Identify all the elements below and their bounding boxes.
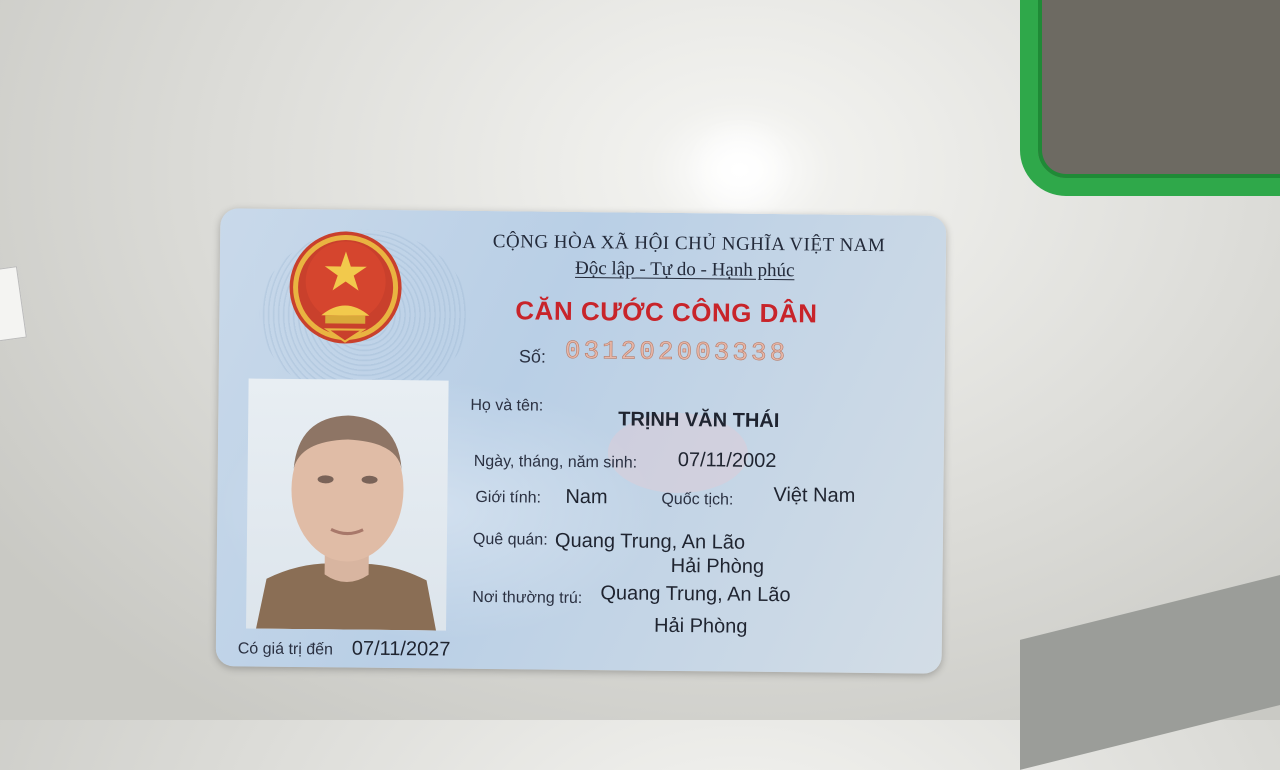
country-title: CỘNG HÒA XÃ HỘI CHỦ NGHĨA VIỆT NAM (492, 231, 886, 257)
residence-label: Nơi thường trú: (472, 588, 583, 608)
national-emblem-icon (285, 229, 406, 350)
residence-line-1: Quang Trung, An Lão (600, 582, 791, 607)
green-mat (1020, 0, 1280, 196)
floor-shadow (1020, 560, 1280, 770)
sex-value: Nam (565, 485, 608, 509)
dob-value: 07/11/2002 (677, 449, 777, 473)
card-type-title: CĂN CƯỚC CÔNG DÂN (515, 295, 818, 329)
expiry-label: Có giá trị đến (237, 640, 334, 659)
paper-scrap (0, 266, 27, 342)
table-glare (680, 120, 800, 220)
nationality-value: Việt Nam (773, 484, 856, 507)
national-motto: Độc lập - Tự do - Hạnh phúc (574, 257, 795, 282)
full-name: TRỊNH VĂN THÁI (618, 408, 780, 433)
portrait-silhouette-icon (246, 379, 449, 631)
dob-label: Ngày, tháng, năm sinh: (473, 452, 638, 472)
sex-label: Giới tính: (475, 488, 542, 507)
id-number-label: Số: (518, 346, 547, 367)
hometown-label: Quê quán: (472, 530, 548, 549)
hometown-line-2: Hải Phòng (670, 554, 765, 578)
residence-line-2: Hải Phòng (653, 614, 748, 638)
expiry-date: 07/11/2027 (351, 637, 451, 661)
hometown-line-1: Quang Trung, An Lão (554, 529, 746, 554)
id-number: 031202003338 (564, 335, 789, 369)
portrait-photo (246, 379, 449, 631)
full-name-label: Họ và tên: (470, 396, 544, 415)
nationality-label: Quốc tịch: (661, 490, 734, 509)
id-card (216, 208, 947, 674)
